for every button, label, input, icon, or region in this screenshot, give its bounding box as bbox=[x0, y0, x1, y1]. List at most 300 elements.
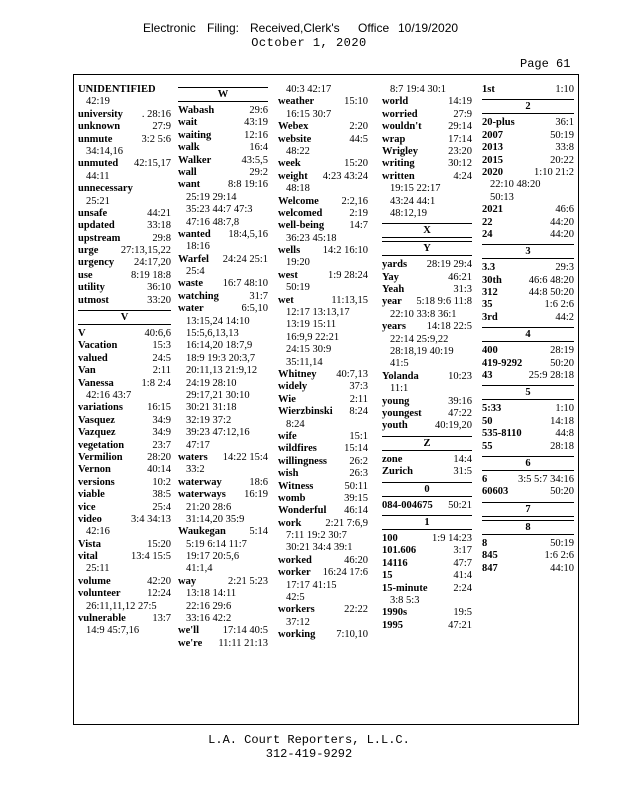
page-line-refs: 15:1 bbox=[349, 430, 368, 442]
page-line-refs: 42:20 bbox=[147, 575, 171, 587]
index-word: Wie bbox=[278, 393, 296, 405]
index-word: 100 bbox=[382, 532, 398, 544]
index-word: Wierzbinski bbox=[278, 406, 333, 418]
page-line-refs: 33:20 bbox=[147, 294, 171, 306]
index-word: watching bbox=[178, 290, 219, 302]
index-word: 55 bbox=[482, 440, 493, 452]
index-entry bbox=[382, 96, 472, 108]
page-line-refs: 33:18 bbox=[147, 220, 171, 232]
page-line-refs: 40:19,20 bbox=[434, 420, 472, 432]
index-word: wells bbox=[278, 245, 301, 257]
index-word: walk bbox=[178, 142, 200, 154]
index-column-1 bbox=[78, 84, 171, 719]
page-line-refs-continued: 17:17 41:15 bbox=[286, 579, 337, 591]
page-line-refs: 24:17,20 bbox=[133, 257, 171, 269]
page-line-refs: 1:9 14:23 bbox=[432, 532, 472, 544]
page-line-refs: 43:5,5 bbox=[241, 154, 268, 166]
page-line-refs: 2:20 bbox=[349, 121, 368, 133]
index-word: 1990s bbox=[382, 607, 408, 619]
page-line-refs: 1:6 2:6 bbox=[544, 299, 574, 311]
page-line-refs-continued: 41:1,4 bbox=[186, 563, 213, 575]
index-entry bbox=[78, 109, 171, 121]
index-entry bbox=[482, 130, 574, 142]
index-word: 2020 bbox=[482, 166, 503, 178]
page-line-refs: . 28:16 bbox=[141, 108, 171, 120]
page-line-refs: 44:10 bbox=[550, 562, 574, 574]
index-word: 3.3 bbox=[482, 262, 496, 274]
index-word: wouldn't bbox=[382, 121, 422, 133]
index-word: wildfires bbox=[278, 443, 317, 455]
page-line-refs: 2:24 bbox=[453, 582, 472, 594]
page-line-refs-continued: 48:18 bbox=[286, 183, 310, 195]
page-line-refs: 14:22 15:4 bbox=[222, 451, 268, 463]
index-word: zone bbox=[382, 453, 403, 465]
page-line-refs-continued: 26:11,11,12 27:5 bbox=[86, 600, 157, 612]
page-line-refs: 15:10 bbox=[344, 96, 368, 108]
index-word: updated bbox=[78, 220, 115, 232]
page-line-refs-continued: 47:17 bbox=[186, 439, 210, 451]
index-word: 6 bbox=[482, 473, 488, 485]
index-entry bbox=[78, 539, 171, 551]
page-line-refs-continued: 13:18 14:11 bbox=[186, 588, 237, 600]
index-word: Yolanda bbox=[382, 370, 419, 382]
index-word: 20-plus bbox=[482, 117, 515, 129]
page-line-refs: 30:12 bbox=[448, 158, 472, 170]
page-line-refs-continued: 42:16 43:7 bbox=[86, 389, 132, 401]
index-entry bbox=[78, 514, 171, 526]
index-word: 1st bbox=[482, 84, 495, 95]
page-line-refs: 1:9 28:24 bbox=[328, 269, 368, 281]
index-word: west bbox=[278, 269, 298, 281]
page-line-refs-continued: 16:15 30:7 bbox=[286, 108, 332, 120]
page-line-refs-continued: 30:21 31:18 bbox=[186, 402, 237, 414]
index-entry bbox=[482, 550, 574, 562]
section-heading: 7 bbox=[482, 502, 574, 517]
page-line-refs-continued: 7:11 19:2 30:7 bbox=[286, 530, 347, 542]
index-word: widely bbox=[278, 381, 308, 393]
index-entry bbox=[278, 493, 368, 505]
index-word: unknown bbox=[78, 121, 121, 133]
page-line-refs: 40:14 bbox=[147, 464, 171, 476]
index-entry bbox=[278, 406, 368, 418]
page-line-refs: 46:14 bbox=[344, 505, 368, 517]
page-line-refs: 24:24 25:1 bbox=[222, 253, 268, 265]
page-line-refs: 47:7 bbox=[453, 557, 472, 569]
page-line-refs-continued: 14:9 45:7,16 bbox=[86, 625, 140, 637]
index-entry bbox=[278, 196, 368, 208]
index-word: utility bbox=[78, 282, 105, 294]
page-line-refs-continued: 34:14,16 bbox=[86, 145, 124, 157]
index-entry bbox=[78, 158, 171, 170]
index-word: wet bbox=[278, 294, 294, 306]
index-word: wanted bbox=[178, 228, 211, 240]
page-line-refs: 17:14 40:5 bbox=[222, 625, 268, 637]
page-line-refs: 50:19 bbox=[550, 537, 574, 549]
index-entry bbox=[482, 262, 574, 274]
index-word: waterways bbox=[178, 489, 226, 501]
index-word: 30th bbox=[482, 274, 502, 286]
index-entry bbox=[482, 155, 574, 167]
section-heading: 0 bbox=[382, 482, 472, 497]
section-heading: 4 bbox=[482, 327, 574, 342]
index-entry bbox=[482, 474, 574, 486]
index-entry bbox=[178, 105, 268, 117]
index-word: 8 bbox=[482, 537, 488, 549]
page-line-refs-continued: 25:4 bbox=[186, 266, 205, 278]
index-entry bbox=[382, 454, 472, 466]
index-word: Vazquez bbox=[78, 427, 116, 439]
index-word: 312 bbox=[482, 287, 498, 299]
page-line-refs-continued: 22:10 33:8 36:1 bbox=[390, 308, 457, 320]
index-entry bbox=[278, 505, 368, 517]
section-heading: 2 bbox=[482, 99, 574, 114]
section-heading: 1 bbox=[382, 515, 472, 530]
index-entry bbox=[382, 570, 472, 582]
page-line-refs-continued: 33:2 bbox=[186, 464, 205, 476]
index-word: Van bbox=[78, 365, 96, 377]
index-word: volume bbox=[78, 575, 111, 587]
footer bbox=[0, 733, 618, 761]
index-entry bbox=[482, 117, 574, 129]
page-line-refs-continued: 8:24 bbox=[286, 418, 305, 430]
page-line-refs: 44:5 bbox=[349, 133, 368, 145]
footer-phone: 312-419-9292 bbox=[265, 747, 353, 761]
index-entry bbox=[278, 567, 368, 579]
footer-company: L.A. Court Reporters, L.L.C. bbox=[208, 733, 410, 747]
page-line-refs: 15:20 bbox=[147, 538, 171, 550]
page-line-refs: 10:23 bbox=[448, 370, 472, 382]
index-entry bbox=[482, 370, 574, 382]
index-word: yards bbox=[382, 259, 408, 271]
index-word: wife bbox=[278, 430, 297, 442]
index-column-5 bbox=[482, 84, 574, 719]
index-entry bbox=[78, 464, 171, 476]
received-label: Received,Clerk's bbox=[250, 21, 340, 35]
index-entry bbox=[78, 257, 171, 269]
index-entry bbox=[278, 295, 368, 307]
index-word: vice bbox=[78, 501, 96, 513]
index-entry bbox=[482, 84, 574, 96]
index-entry bbox=[178, 638, 268, 650]
index-word: upstream bbox=[78, 232, 121, 244]
page-line-refs-continued: 42:16 bbox=[86, 526, 110, 538]
index-word: 084-004675 bbox=[382, 499, 433, 511]
index-entry bbox=[482, 345, 574, 357]
index-word: 2013 bbox=[482, 142, 503, 154]
index-entry bbox=[482, 217, 574, 229]
index-entry bbox=[382, 500, 472, 512]
index-word: Welcome bbox=[278, 195, 319, 207]
page-line-refs: 31:7 bbox=[249, 290, 268, 302]
page-line-refs: 38:5 bbox=[152, 489, 171, 501]
page-line-refs-continued: 16:9,9 22:21 bbox=[286, 331, 340, 343]
page-line-refs: 28:19 bbox=[550, 345, 574, 357]
page-line-refs: 5:14 bbox=[249, 526, 268, 538]
index-word: Whitney bbox=[278, 368, 317, 380]
page-line-refs: 12:16 bbox=[244, 129, 268, 141]
index-word: year bbox=[382, 296, 402, 308]
index-word: waste bbox=[178, 278, 204, 290]
index-entry bbox=[382, 321, 472, 333]
index-word: wish bbox=[278, 468, 299, 480]
page-line-refs: 18:4,5,16 bbox=[228, 228, 268, 240]
page-line-refs: 1:8 2:4 bbox=[141, 377, 171, 389]
page-line-refs: 8:19 18:8 bbox=[131, 269, 171, 281]
index-entry bbox=[178, 303, 268, 315]
index-entry bbox=[78, 220, 171, 232]
page-line-refs-continued: 39:23 47:12,16 bbox=[186, 427, 250, 439]
page-line-refs-continued: 29:17,21 30:10 bbox=[186, 389, 250, 401]
page-line-refs-continued: 40:3 42:17 bbox=[286, 84, 332, 95]
index-entry bbox=[178, 291, 268, 303]
page-line-refs-continued: 19:17 20:5,6 bbox=[186, 551, 240, 563]
page-line-refs-continued: 25:21 bbox=[86, 195, 110, 207]
index-word: 847 bbox=[482, 562, 498, 574]
index-word: volunteer bbox=[78, 588, 121, 600]
index-entry bbox=[178, 179, 268, 191]
index-entry bbox=[278, 369, 368, 381]
index-word: we're bbox=[178, 637, 203, 649]
page-line-refs-continued: 11:1 bbox=[390, 383, 409, 395]
index-word: urgency bbox=[78, 257, 115, 269]
page-line-refs: 2:11 bbox=[152, 365, 171, 377]
index-entry bbox=[78, 353, 171, 365]
index-word: worker bbox=[278, 567, 311, 579]
page-line-refs-continued: 13:15,24 14:10 bbox=[186, 315, 250, 327]
index-entry bbox=[382, 545, 472, 557]
electronic-label: Electronic bbox=[143, 21, 196, 35]
section-heading: 5 bbox=[482, 385, 574, 400]
index-entry bbox=[78, 489, 171, 501]
page-line-refs: 15:20 bbox=[344, 158, 368, 170]
page-line-refs-continued: 22:14 25:9,22 bbox=[390, 333, 449, 345]
index-word: Webex bbox=[278, 121, 309, 133]
index-word: wait bbox=[178, 117, 198, 129]
index-entry bbox=[178, 278, 268, 290]
page-line-refs: 42:15,17 bbox=[133, 158, 171, 170]
index-word: work bbox=[278, 517, 302, 529]
page-line-refs: 11:13,15 bbox=[331, 294, 368, 306]
page-line-refs: 2:2,16 bbox=[341, 195, 368, 207]
index-word: Witness bbox=[278, 480, 314, 492]
index-word: worried bbox=[382, 108, 418, 120]
page-line-refs: 31:5 bbox=[453, 466, 472, 478]
page-line-refs: 28:20 bbox=[147, 451, 171, 463]
page-line-refs-continued: 30:21 34:4 39:1 bbox=[286, 542, 353, 554]
index-entry bbox=[382, 583, 472, 595]
page-line-refs: 3:2 5:6 bbox=[141, 133, 171, 145]
index-entry bbox=[78, 576, 171, 588]
page-line-refs: 23:7 bbox=[152, 439, 171, 451]
hearing-date: October 1, 2020 bbox=[251, 36, 367, 50]
index-word: vegetation bbox=[78, 439, 125, 451]
page-line-refs: 1:10 21:2 bbox=[534, 166, 574, 178]
page-line-refs: 44:20 bbox=[550, 216, 574, 228]
section-heading: W bbox=[178, 87, 268, 102]
index-column-4 bbox=[382, 84, 472, 719]
page-line-refs-continued: 12:17 13:13,17 bbox=[286, 307, 350, 319]
index-word: video bbox=[78, 513, 102, 525]
page-line-refs: 43:19 bbox=[244, 117, 268, 129]
index-entry bbox=[278, 270, 368, 282]
index-word: urge bbox=[78, 245, 99, 257]
page-line-refs: 29:3 bbox=[555, 262, 574, 274]
page-line-refs: 11:11 21:13 bbox=[218, 637, 268, 649]
page-line-refs: 40:6,6 bbox=[144, 328, 171, 340]
index-entry bbox=[278, 121, 368, 133]
page-line-refs: 2:21 7:6,9 bbox=[325, 517, 368, 529]
index-word: 400 bbox=[482, 345, 498, 357]
index-word: workers bbox=[278, 604, 315, 616]
page-line-refs: 2:19 bbox=[349, 207, 368, 219]
index-word: well-being bbox=[278, 220, 325, 232]
index-entry bbox=[278, 456, 368, 468]
index-entry bbox=[78, 440, 171, 452]
index-entry bbox=[382, 558, 472, 570]
index-word: 2021 bbox=[482, 204, 503, 216]
page-line-refs: 1:6 2:6 bbox=[544, 550, 574, 562]
page-line-refs: 15:14 bbox=[344, 443, 368, 455]
page-line-refs-continued: 24:15 30:9 bbox=[286, 344, 332, 356]
index-entry bbox=[178, 477, 268, 489]
page-line-refs-continued: 22:10 48:20 bbox=[490, 179, 541, 191]
page-line-refs: 13:7 bbox=[152, 613, 171, 625]
index-entry bbox=[78, 477, 171, 489]
index-word: Vernon bbox=[78, 464, 111, 476]
page-line-refs-continued: 19:20 bbox=[286, 257, 310, 269]
page-line-refs: 29:8 bbox=[152, 232, 171, 244]
page-line-refs: 3:5 5:7 34:16 bbox=[517, 473, 574, 485]
page-line-refs: 6:5,10 bbox=[241, 303, 268, 315]
index-entry bbox=[382, 408, 472, 420]
index-word: vital bbox=[78, 551, 98, 563]
index-entry bbox=[482, 416, 574, 428]
index-entry bbox=[278, 555, 368, 567]
page-line-refs: 27:9 bbox=[152, 121, 171, 133]
index-entry bbox=[78, 208, 171, 220]
page-line-refs: 14:18 22:5 bbox=[426, 321, 472, 333]
index-entry bbox=[278, 208, 368, 220]
index-entry bbox=[78, 588, 171, 600]
index-word: 2015 bbox=[482, 154, 503, 166]
page-line-refs: 19:5 bbox=[453, 607, 472, 619]
index-word: willingness bbox=[278, 455, 328, 467]
page-line-refs: 28:19 29:4 bbox=[426, 259, 472, 271]
page-line-refs: 36:10 bbox=[147, 282, 171, 294]
index-word: vulnerable bbox=[78, 613, 126, 625]
index-entry bbox=[178, 625, 268, 637]
index-word: 35 bbox=[482, 299, 493, 311]
index-entry bbox=[78, 121, 171, 133]
page-line-refs-continued: 5:19 6:14 11:7 bbox=[186, 538, 247, 550]
index-entry bbox=[382, 272, 472, 284]
page-line-refs: 14:7 bbox=[349, 220, 368, 232]
page-line-refs: 44:2 bbox=[555, 311, 574, 323]
index-word: 2007 bbox=[482, 129, 503, 141]
index-word: world bbox=[382, 96, 409, 108]
page-line-refs-continued: 15:5,6,13,13 bbox=[186, 328, 239, 340]
index-word: want bbox=[178, 179, 201, 191]
index-word: Walker bbox=[178, 154, 212, 166]
page-line-refs-continued: 44:11 bbox=[86, 170, 110, 182]
index-entry bbox=[78, 295, 171, 307]
index-entry bbox=[178, 576, 268, 588]
index-word: V bbox=[78, 328, 86, 340]
index-entry bbox=[278, 220, 368, 232]
office-label: Office bbox=[358, 21, 390, 35]
page-number: Page 61 bbox=[520, 57, 571, 71]
index-word: Vanessa bbox=[78, 377, 114, 389]
index-word: 24 bbox=[482, 228, 493, 240]
index-entry bbox=[382, 109, 472, 121]
page-line-refs: 33:8 bbox=[555, 142, 574, 154]
page-line-refs-continued: 31:14,20 35:9 bbox=[186, 513, 245, 525]
index-word: Warfel bbox=[178, 253, 209, 265]
page-line-refs: 31:3 bbox=[453, 284, 472, 296]
index-word: written bbox=[382, 170, 415, 182]
section-heading: V bbox=[78, 310, 171, 325]
index-entry bbox=[382, 371, 472, 383]
index-entry bbox=[178, 229, 268, 241]
page-line-refs: 44:20 bbox=[550, 228, 574, 240]
index-word: Wonderful bbox=[278, 505, 327, 517]
index-entry bbox=[78, 365, 171, 377]
index-word: weight bbox=[278, 170, 308, 182]
index-word: 14116 bbox=[382, 557, 408, 569]
index-entry bbox=[382, 171, 472, 183]
page-line-refs-continued: 24:19 28:10 bbox=[186, 377, 237, 389]
page-line-refs: 10:2 bbox=[152, 476, 171, 488]
index-word: waiting bbox=[178, 129, 212, 141]
page-line-refs: 36:1 bbox=[555, 117, 574, 129]
page-line-refs: 50:19 bbox=[550, 129, 574, 141]
index-entry bbox=[278, 431, 368, 443]
page-line-refs: 7:10,10 bbox=[336, 629, 368, 641]
page-line-refs: 4:24 bbox=[453, 170, 472, 182]
index-word: Wabash bbox=[178, 105, 215, 116]
index-column-3 bbox=[278, 84, 368, 719]
index-word: 43 bbox=[482, 370, 493, 382]
page-line-refs: 16:4 bbox=[249, 142, 268, 154]
index-entry bbox=[482, 312, 574, 324]
index-word: Zurich bbox=[382, 466, 413, 478]
page-line-refs: 2:21 5:23 bbox=[228, 575, 268, 587]
index-word: Vasquez bbox=[78, 414, 115, 426]
index-entry bbox=[78, 340, 171, 352]
page-line-refs-continued: 25:11 bbox=[86, 563, 110, 575]
index-entry bbox=[178, 489, 268, 501]
page-line-refs-continued: 43:24 44:1 bbox=[390, 195, 436, 207]
page-line-refs-continued: 50:19 bbox=[286, 282, 310, 294]
page-line-refs: 50:20 bbox=[550, 486, 574, 498]
index-word: 5:33 bbox=[482, 403, 502, 415]
page-line-refs-continued: 47:16 48:7,8 bbox=[186, 216, 240, 228]
section-heading: Y bbox=[382, 241, 472, 256]
index-entry bbox=[382, 158, 472, 170]
index-word: 60603 bbox=[482, 486, 509, 498]
filed-date: 10/19/2020 bbox=[398, 21, 459, 35]
index-word: versions bbox=[78, 476, 115, 488]
page-line-refs-continued: 48:12,19 bbox=[390, 207, 428, 219]
page-line-refs-continued: 20:11,13 21:9,12 bbox=[186, 365, 258, 377]
page-line-refs-continued: 18:9 19:3 20:3,7 bbox=[186, 352, 256, 364]
index-entry bbox=[482, 403, 574, 415]
page-line-refs: 14:18 bbox=[550, 415, 574, 427]
index-entry bbox=[278, 394, 368, 406]
page-line-refs: 50:21 bbox=[448, 499, 472, 511]
index-entry bbox=[278, 629, 368, 641]
index-entry bbox=[482, 486, 574, 498]
